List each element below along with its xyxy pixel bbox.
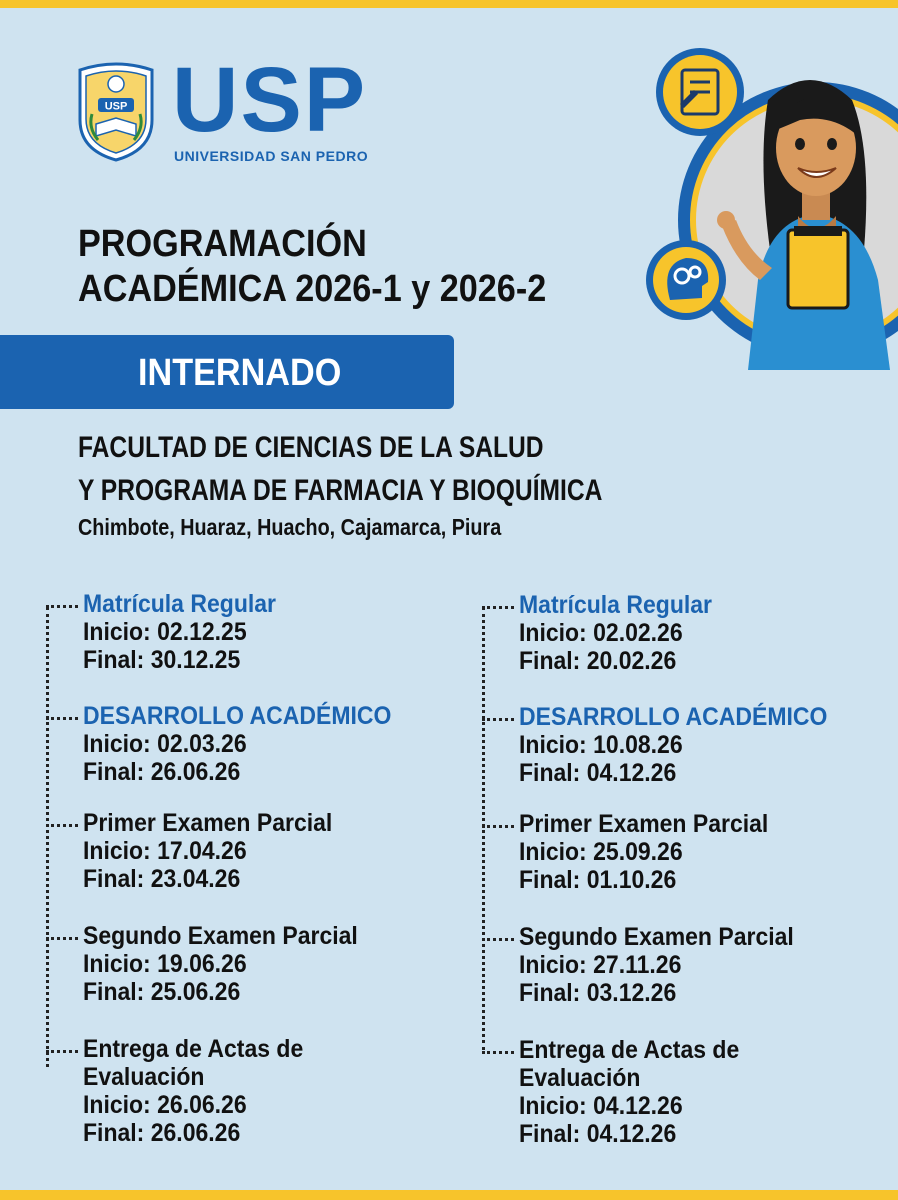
item-end: Final: 26.06.26 [83,1119,241,1147]
page-title [78,222,546,312]
item-start: Inicio: 02.03.26 [83,730,247,758]
brand-name: USP [172,49,368,151]
banner-label: INTERNADO [138,352,342,394]
timeline-line [482,607,485,1050]
item-start: Inicio: 17.04.26 [83,837,247,865]
item-start: Inicio: 26.06.26 [83,1091,247,1119]
item-end: Final: 01.10.26 [519,866,677,894]
item-start: Inicio: 02.12.25 [83,618,247,646]
item-title: Matrícula Regular [519,591,712,619]
timeline-tick [46,824,78,827]
timeline-line [46,607,49,1067]
item-title: Segundo Examen Parcial [83,922,358,950]
item-end: Final: 04.12.26 [519,759,677,787]
timeline-tick [482,825,514,828]
university-name: UNIVERSIDAD SAN PEDRO [174,148,369,164]
timeline-tick [482,718,514,721]
title-line-1: PROGRAMACIÓN [78,223,367,265]
item-end: Final: 30.12.25 [83,646,241,674]
timeline-tick [46,1050,78,1053]
faculty-line-1: FACULTAD DE CIENCIAS DE LA SALUD [78,431,544,464]
title-line-2: ACADÉMICA 2026-1 y 2026-2 [78,268,547,310]
bottom-accent-bar [0,1190,898,1200]
item-title: Segundo Examen Parcial [519,923,794,951]
item-end: Final: 23.04.26 [83,865,241,893]
timeline-tick [482,606,514,609]
faculty-heading [78,426,602,512]
item-title: Entrega de Actas de [83,1035,304,1063]
timeline-tick [46,717,78,720]
top-accent-bar [0,0,898,8]
timeline-tick [46,605,78,608]
item-title: Primer Examen Parcial [519,810,769,838]
item-start: Inicio: 10.08.26 [519,731,683,759]
item-title-continued: Evaluación [519,1064,641,1092]
item-end: Final: 26.06.26 [83,758,241,786]
item-start: Inicio: 27.11.26 [519,951,682,979]
timeline-tick [482,938,514,941]
item-end: Final: 04.12.26 [519,1120,677,1148]
item-end: Final: 03.12.26 [519,979,677,1007]
item-title-continued: Evaluación [83,1063,205,1091]
item-title: DESARROLLO ACADÉMICO [83,702,392,730]
item-title: Entrega de Actas de [519,1036,740,1064]
item-start: Inicio: 25.09.26 [519,838,683,866]
timeline-tick [46,937,78,940]
student-illustration [640,30,898,370]
item-title: Matrícula Regular [83,590,276,618]
university-crest-logo [76,62,156,162]
faculty-line-2: Y PROGRAMA DE FARMACIA Y BIOQUÍMICA [78,474,603,507]
item-title: DESARROLLO ACADÉMICO [519,703,828,731]
item-title: Primer Examen Parcial [83,809,333,837]
item-start: Inicio: 02.02.26 [519,619,683,647]
crest-text: USP [104,100,128,113]
timeline-tick [482,1051,514,1054]
item-end: Final: 20.02.26 [519,647,677,675]
item-start: Inicio: 19.06.26 [83,950,247,978]
campus-list: Chimbote, Huaraz, Huacho, Cajamarca, Piura [78,514,502,540]
item-start: Inicio: 04.12.26 [519,1092,683,1120]
item-end: Final: 25.06.26 [83,978,241,1006]
